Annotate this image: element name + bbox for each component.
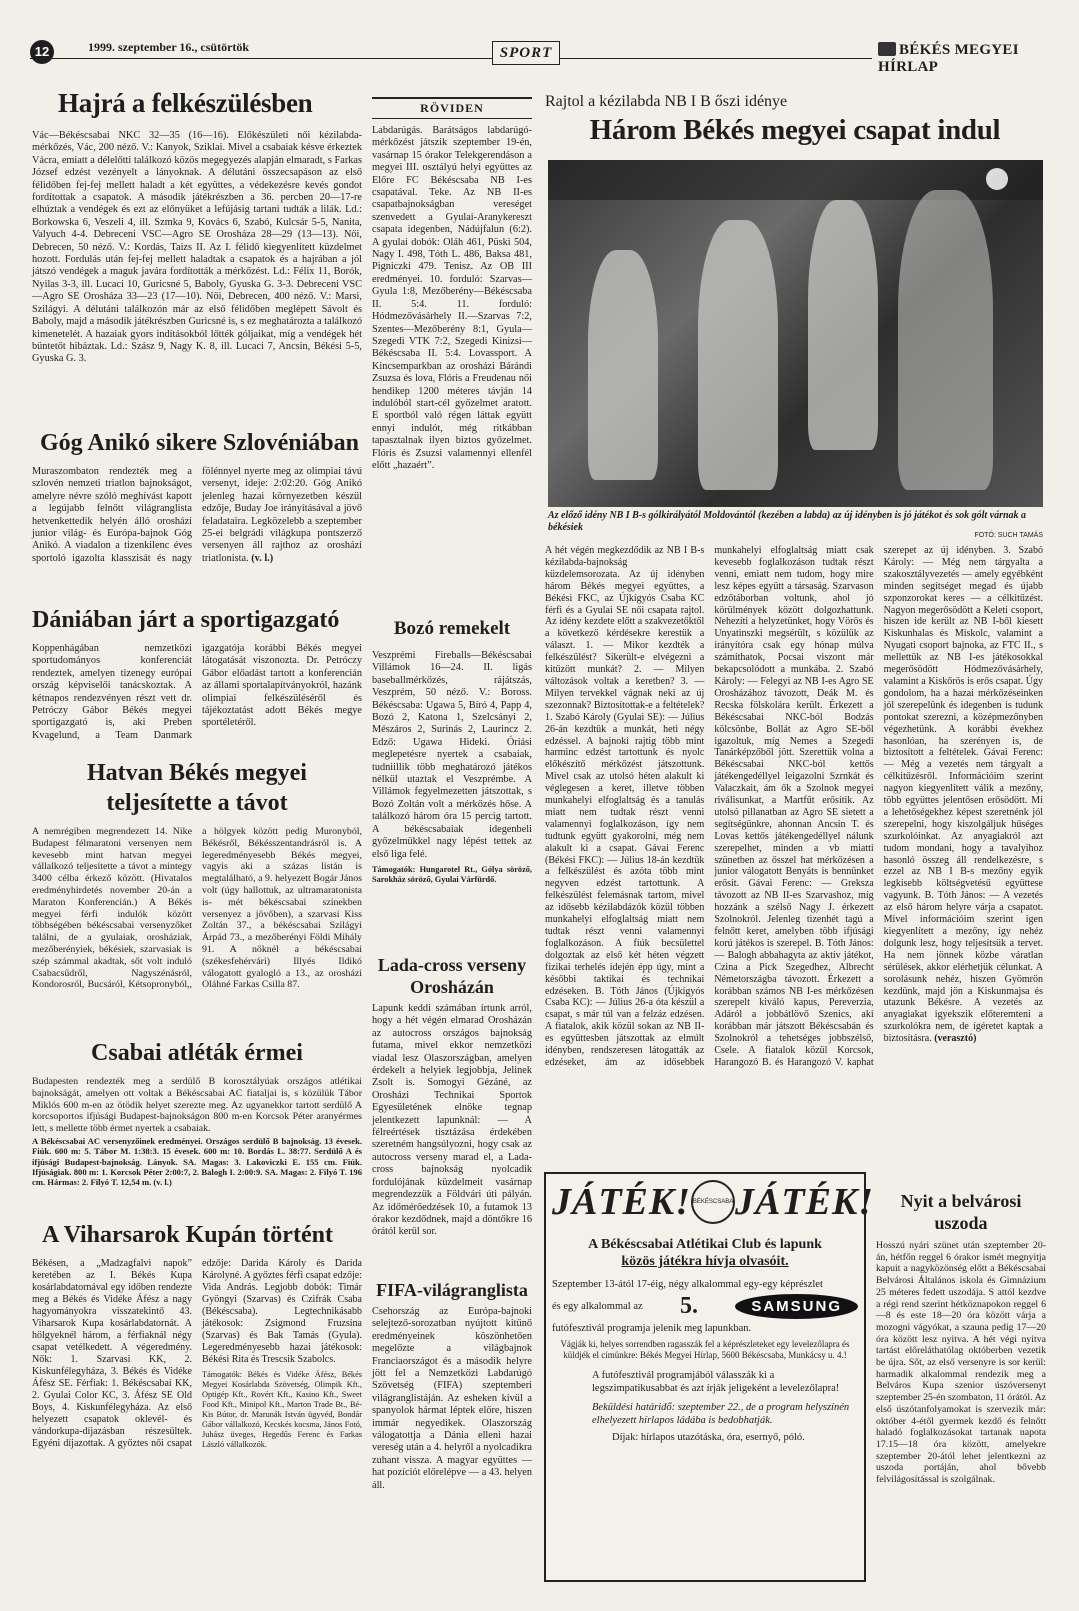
lada-title-line2: Orosházán <box>410 977 494 997</box>
gog-sign: (v. l.) <box>251 552 274 564</box>
briefs-column <box>372 97 532 472</box>
samsung-logo: SAMSUNG <box>735 1294 858 1319</box>
article-title-hajra: Hajrá a felkészülésben <box>58 88 313 118</box>
article-body-hatvan: A nemrégiben megrendezett 14. Nike Budapest félmaratoni versenyen nem kevesebb mint hatvan megyei vállalkozó teljesítette a távot a mintegy 3400 célba érkező között. (Hivatalos eredményhirdetés november 20-án a Maraton Konferencián.) A Békés megyei férfi indulók között többségében békéscsabai versenyzőket találni, de a gyulaiak, orosháziak, mezőberényiek, békésiek, szarvasiak is szép számmal akadtak, sőt volt induló Csabacsűdről, Nagyszénásról, Kondorosról, Bucsáról, Kétsopronyból,, a hölgyek között pedig Muronyból, Békésről, Békésszentandrásról is. A legeredményesebb Békés megyei, vagyis aki a százas listán is megtalálható, a 9. helyezett Bogár János volt (úgy hallottuk, az ultramaratonista is- mét békéscsabai színekben versenyez a jövőben), a szarvasi Kiss Zoltán 37., a békéscsabai Szilágyi Árpád 73., a mezőberényi Földi Mihály 91. A nőknél a békéscsabai (székesfehérvári) Illyés Ildikó válogatott gyalogló a 13., az orosházi Oláhné Farkas Csilla 87. <box>32 826 362 991</box>
uszoda-title-line1: Nyit a belvárosi <box>900 1191 1022 1211</box>
article-body-bozo <box>372 650 532 885</box>
article-body-fifa: Csehország az Európa-bajnoki selejtező-sorozatban nyújtott kitűnő eredményeinek köszönhetően megelőzte a világbajnok Franciaországot és a második helyre jött fel a Nemzetközi Labdarúgó Szövetség (FIFA) szeptemberi világranglistáján. Az esheken kívül a spanyolok hármat léptek előre, hiszen immár negyedikek. Olaszország válogatottja a Dánia elleni hazai vereség után a 4. helyről a nyolcadikra zuhant vissza. A magyar együttes — hat pozíciót előrelépve — a 43. helyen áll. <box>372 1306 532 1491</box>
feature-title: Három Békés megyei csapat indul <box>589 114 1001 146</box>
contest-advertisement <box>544 1172 875 1582</box>
photo-caption: Az előző idény NB I B-s gólkirályától Moldovántól (kezében a labda) az új idényben is jó játékot és sok gólt várnak a békésiek <box>548 510 1027 533</box>
article-body-viharsarok <box>32 1258 362 1593</box>
ad-jatek-right: JÁTÉK! <box>735 1181 875 1223</box>
ad-number: 5. <box>680 1293 698 1319</box>
bozo-sponsors: Támogatók: Hungarotel Rt., Gólya söröző, Sarokház söröző, Gyulai Várfürdő. <box>372 864 532 884</box>
article-body-csabai: Budapesten rendezték meg a serdülő B korosztályúak országos atlétikai bajnokságát, amelyen ott voltak a Békéscsabai AC fiataljai is, s közülük Tábor Miklós 600 m-en az ötödik helyet szerezte meg. Az ugyanekkor tartott serdülő A korcsoportos ifjúsági Budapest-bajnokságon 800 m-en Korcsok Péter aranyérmes lett, s mellette több érmet nyertek a csabaiak. <box>32 1076 362 1135</box>
ball-icon <box>986 168 1008 190</box>
ad-text1: Szeptember 13-ától 17-éig, négy alkalommal egy-egy képrészlet <box>552 1279 823 1290</box>
feature-sign: (verasztó) <box>934 1033 977 1045</box>
photo-player <box>898 190 993 490</box>
ad-text3: futófesztivál programja jelenik meg lapunkban. <box>552 1323 752 1334</box>
article-body-uszoda: Hosszú nyári szünet után szeptember 20-án, hétfőn reggel 6 órakor ismét megnyitja kapuit a nagyközönség előtt a Békéscsabai Belvárosi Általános iskola és Gimnázium 25 méteres fedett uszodája. S attól kezdve a régi rend szerint hétköznapokon reggel 6—8 és este 18—20 óra között várja a mozogni vágyókat, a szauna pedig 17—20 óra között lesz nyitva. A hét végi nyitva tartást előreláthatólag októberben vezetik be újra. Sőt, az első versenyre is sor kerül: harmadik alkalommal rendezik meg a Belváros Kupa szenior úszóversenyt szeptember 25-én szombaton, 11 órától. Az első úszótanfolyamokat is szervezik már: október 4-étől gyermek kezdő és felnőtt haladó foglalkozásokat tartanak napota 17.15—18 óra között, amelyekre szeptember 20-ától lehet jelentkezni az uszoda portáján, ahol bővebb felvilágosítással is szolgálnak. <box>876 1240 1046 1486</box>
csabai-results: A Békéscsabai AC versenyzőinek eredményei. Országos serdülő B bajnokság. 13 évesek. Fiúk. 600 m: 5. Tábor M. 1:38:3. 15 évesek. 600 m: 10. Bordás L. 38:77. Serdülő A és ifjúsági Budapest-bajnokság. Lányok. SA. Magas: 3. Lakoviczki E. 155 cm. Fiúk. Ifjúságiak. 800 m: 1. Korcsok Péter 2:00:7, 2. Balogh I. 2:00:9. SA. Magas: 2. Filyó T. 196 cm. Hármas: 2. Filyó T. 12,54 m. <box>32 1136 362 1188</box>
article-title-uszoda <box>876 1190 1046 1234</box>
bozo-text: Veszprémi Fireballs—Békéscsabai Villámok 16—24. II. ligás baseballmérkőzés, rájátszás, Veszprém, 50 néző. V.: Boross. Békéscsaba: Ugawa 5, Bíró 4, Papp 4, Bozó 2, Katona 1, Szelcsányi 2, Mészáros 2, Surinás 2, Laurincz 2. Edző: Ugawa Hideki. Óriási meglepetésre nyertek a csabaiak, tudniillik több meghatározó játékos nélkül utaztak el Veszprémbe. A Villámok fegyelmezetten játszottak, s Bozó Zoltán volt a mérkőzés hőse. A találkozó három óra 15 percig tartott. A békéscsabaiak idegenbeli győzelmükkel nagy lépést tettek az első liga felé. <box>372 650 532 860</box>
article-body-dania: Koppenhágában nemzetközi sportudományos konferenciát rendeztek, amelyen tizenegy európai ország képviselői tanácskoztak. A kétnapos rendezvényen részt vett dr. Petróczy Gábor Békés megyei sportigazgató is, aki Preben Kvagelund, a Team Danmark igazgatója korábbi Békés megyei látogatását viszonozta. Dr. Petróczy Gábor előadást tartott a konferencián az állami sportalapítványokról, hazánk olimpiai felkészüléséről és tájékoztatást adott Békés megye sportéletéről. <box>32 643 362 741</box>
article-results-csabai <box>32 1136 362 1187</box>
feature-text: A hét végén megkezdődik az NB I B-s kézilabda-bajnokság küzdelemsorozata. Az új idényben három Békés megyei együttes, a Békési FKC, az Újkígyós Csaba KC férfi és a Gyulai SE női csapata rajtol. Az idény kezdete előtt a szakvezetőktől a következő kérdésekre kerestük a választ. 1. — Mikor kezdték a felkészülést? Sikerült-e elvégezni a kitűzött munkát? 2. — Milyen változások voltak a keretben? 3. — Milyen tervekkel vágnak neki az új szezonnak? Biztosítottak-e a feltételek? 1. Szabó Károly (Gyulai SE): — Július 26-án kezdtük a munkát, heti négy edzéssel. A bajnoki rajtig több mint harminc edzést tartottunk és nyolc előkészítő mérkőzést játszottunk. Mivel csak az utolsó héten alakult ki véglegesen a keret, illetve többen munkahelyi elfoglaltság és a tanulás miatt nem tudtak részt venni valamennyi foglalkozáson, így nem tudtunk együtt gyakorolni, még nem alakult ki a csapat. Gávai Ferenc (Békési FKC): — Július 18-án kezdtük a felkészülést és azóta több mint negyven edzést tartottunk. A felkészülést felemásnak tartom, mivel az idősebb kézilabdázók közül többen munkahelyi elfoglaltság miatt nem tudtak részt venni valamennyi foglalkozáson. A fiúk becsülettel dolgoztak az első két héten végzett fizikai terhelés idején épp úgy, mint a későbbi taktikai és technikai edzéseken. B. Tóth János (Újkígyós Csaba KC): — Július 26-a óta készül a csapat, s már túl van a felzáz edzésen. A fiatalok, akik közül sokan az NB II-es együttesben játszottak az elmúlt idényben, rendszeresen látogatták az edzéseket, ám az idősebbek munkahelyi elfoglaltság miatt csak kevesebb foglalkozáson tudtak részt venni, emiatt nem tudom, hogy mire lesz képes együtt a társaság. Szarvason edzőtáborban voltunk, ahol jó körülmények között dolgozhattunk. Nehezíti a helyzetünket, hogy Vörös és Unyatinszki megsérült, s közülük az irányítóra csak egy hónap múlva számíthatok, Pocsai viszont már bekapcsolódott a munkába. 2. Szabó Károly: — Felegyi az NB I-es Agro SE Orosházához távozott, Deák M. és Recska fölskolára került. Érkezett a Békéscsabai NKC-ból Bodzás kölcsönbe, Bollát az Agro SE-ből igazoltuk, míg Nemes a Szegedi Tanárképzőből jött. Szerettük volna a Békéscsabai NKC-ból kettős játékengedéllyel leigazolni Szrnkát és Valaczkait, ám ők a Szolnok megyei riválisunkat, a Martfűt erősítik. Az utolsó pillanatban az Agro SE sietett a segítségünkre, ahonnan Ancsin T. és Lovas kettős játékengedéllyel nálunk szerepelhet, minden a vb miatti szünetben az ősszel hat mérkőzésen a junior válogatott Benyáts is bennünket erősít. Gávai Ferenc: — Grekszа távozott az NB II-es Szarvashoz, míg hozzánk a szélső Nagy J. érkezett Szolnokról. Jelenleg tizenhét tagú a felnőtt keret, amelyben több ifjúsági korú játékos is szerepel. B. Tóth János: — Balogh abbahagyta az aktív játékot, Czina a Pick Szegedhez, Albrecht Németországba távozott. Érkezett a korábban számos NB I-es mérkőzésen szerepelt kiváló kapus, Pereverzia, Adáról a jobbátlövő Szenics, aki korábban már játszott Békéscsabán és Szolnokról a tehetséges jobbszélső, Csele. A fiatalok közül Korcsok, Harangozó B. és Harangozó V. kaphat szerepet az új idényben. 3. Szabó Károly: — Még nem tárgyalta a szakosztályvezetés — amely egyébként minden segítséget megad és újabb szponzorokat keres — a célkitűzést. Nagyon megerősödött a Keleti csoport, hiszen ide került az NB I-ből kiesett Kiskunhalas és Miskolc, valamint a Nyugati csoport bajnoka, az FTC II., s mellettük az NB I-es játékosokkal megerősödött Hódmezővásárhely, valamint a Kiskőrös is erős csapat. Úgy gondolom, ha a hazai mérkőzéseinken jól szerepelünk és idegenben is tudunk pontokat szerezni, a középmezőnyben végezhetünk. A korábbi évekhez hasonlóan, ha szerényen is, de biztosított a feltételek. Gávai Ferenc: — Még a vezetés nem tárgyalt a célkitűzésről. Információim szerint nagyon kiegyenlített válik a mezőny, több együttes jelentősen erősödött. Mi a lehetőségekhez képest szeretnénk jól szerepelni, hogy kiszolgáljuk hűséges szurkolóinkat. Az anyagiakról azt tudom mondani, hogy a tavalyihoz hasonló összeg áll rendelkezésre, s ezzel az NB I B-s mezőny egyik legkisebb költségvetésű együttese vagyunk. B. Tóth János: — A vezetés az első három helyre várja a csapatot. Mivel információim szerint igen kiegyenlített a mezőny, így nehéz dolgunk lesz, hogy teljesítsük a tervet. Ha nem jönnek közbe váratlan sérülések, akkor elérhetjük célunkat. A sorolásunk nehéz, hiszen Gyömrön kezdünk, majd jön a Kiskunmajsa és utazunk Békésre. A vezetés az anyagiakat igyekszik előteremteni a szurkolókra nem, de ígéretet kaptak a biztosításra. <box>545 545 1043 1068</box>
hatvan-title-line2: teljesítette a távot <box>106 790 288 816</box>
ad-text7: Díjak: hírlapos utazótáska, óra, esernyő, póló. <box>612 1432 805 1443</box>
lada-title-line1: Lada-cross verseny <box>377 955 527 975</box>
page-number: 12 <box>30 40 54 64</box>
photo-credit: FOTÓ: SUCH TAMÁS <box>974 532 1043 539</box>
feature-kicker: Rajtol a kézilabda NB I B őszi idénye <box>545 93 788 110</box>
briefs-header: RÖVIDEN <box>372 97 532 119</box>
newspaper-logo-icon <box>878 42 896 56</box>
ad-text2: és egy alkalommal az <box>552 1301 643 1312</box>
hatvan-title-line1: Hatvan Békés megyei <box>87 760 307 786</box>
club-badge-icon: BÉKÉSCSABA <box>691 1180 735 1224</box>
article-title-csabai: Csabai atléták érmei <box>91 1040 303 1066</box>
handball-photo <box>548 160 1043 507</box>
masthead-title: BÉKÉS MEGYEI HÍRLAP <box>878 42 1019 75</box>
ad-text5: A futófesztivál programjából válasszák ki a legszimpatikusabbat és azt írják jeligeként a levelezőlapra! <box>592 1370 840 1394</box>
article-title-hatvan <box>32 758 362 818</box>
article-title-bozo: Bozó remekelt <box>393 618 511 639</box>
feature-body <box>545 545 1043 1165</box>
photo-player <box>808 200 878 450</box>
article-title-lada <box>372 954 532 998</box>
ad-jatek-left: JÁTÉK! <box>552 1181 692 1223</box>
ad-text4: Vágják ki, helyes sorrendben ragasszák fel a képrészleteket egy levelezőlapra és küldjék el címünkre: Békés Megyei Hírlap, 5600 Békéscsaba, Munkácsy u. 4.! <box>560 1339 850 1360</box>
article-title-viharsarok: A Viharsarok Kupán történt <box>42 1222 333 1248</box>
photo-player <box>698 220 778 490</box>
article-body-gog <box>32 466 362 584</box>
article-title-gog: Góg Anikó sikere Szlovéniában <box>40 430 359 456</box>
viharsarok-text: Békésen, a „Madzagfalvi napok” keretében az I. Békés Kupa kosárlabdatornával egy időben rendezte meg a Békés és Vidéke Áfész a nagy hagyományokra visszatekintő 43. Viharsarok Kupa kosárlabdatornát. A hölgyeknél három, a férfiaknál négy csapat vetélkedett. A végeredmény. Nők: 1. Szarvasi KK, 2. Kiskunfélegyháza, 3. Békés és Vidéke Áfész SE. Férfiak: 1. Békéscsabai KK, 2. Gyulai Color KC, 3. Áfész SE Old Boys, 4. Kiskunfélegyháza. Az első helyezett csapatok oklevél- és vándorkupa-díjazásban részesültek. Egyéni díjazottak. A győztes női csapat edzője: Darida Károly és Darida Károlyné. A győztes férfi csapat edzője: Vida András. Legjobb dobók: Timár Gyöngyi (Szarvas) és Czifrák Csaba (Békéscsaba). Legtechnikásabb játékosok: Zsigmond Fruzsina (Szarvas) és Bak Tamás (Gyula). Legeredményesebb hazai játékosok: Békési Rita és Trescsik Szabolcs. <box>32 1258 362 1449</box>
issue-date: 1999. szeptember 16., csütörtök <box>88 40 250 54</box>
article-title-fifa: FIFA-világranglista <box>376 1280 528 1300</box>
uszoda-title-line2: uszoda <box>934 1213 988 1233</box>
ad-title-line2: közös játékra hívja olvasóit. <box>621 1254 789 1269</box>
article-body-lada: Lapunk keddi számában írtunk arról, hogy a hét végén elmarad Orosházán az autocross országos bajnokság futama, mivel ekkor nemzetközi viadal lesz Olaszországban, amelyen érdekelt a helyiek legjobbja, Jelinek Zsolt is. Somogyi Gézáné, az Orosházi Technikai Sportok Egyesületének elnöke tegnap jelentkezett lapunknál: — A félreértések tisztázása érdekében szeretném hangsúlyozni, hogy csak az autocross verseny marad el, a Lada-cross bajnokság nyolcadik fordulójának küzdelmeit vasárnap megrendezzük a Földvári úti pályán. Az időmérőedzések 10, a futamok 13 órakor kezdődnek, majd a döntőkre 16 órától kerül sor. <box>372 1003 532 1238</box>
photo-player <box>588 250 658 480</box>
ad-title-line1: A Békéscsabai Atlétikai Club és lapunk <box>588 1237 822 1252</box>
gog-text: Muraszombaton rendezték meg a szlovén nemzeti triatlon bajnokságot, amelyre névre szóló meghívást kapott a legújabb felnőtt világranglista hetvenkettedik helyén álló orosházi junior világ- és Európa-bajnok Góg Anikó. A viadalon a tizenkilenc éves sportoló igazolta klasszisát és nagy fölénnyel nyerte meg az olimpiai távú versenyt, ideje: 2:02:20. Góg Anikó jelenleg hazai környezetben készül edzője, Buday Joe irányításával a jövő feladataira. Legközelebb a szeptember 25-ei belgrádi világkupa pontszerző versenyen áll rajthoz az orosházi triatlonista. <box>32 466 362 564</box>
ad-text6: Beküldési határidő: szeptember 22., de a program helyszínén elhelyezett hírlapos ládába is bedobhatják. <box>592 1402 850 1426</box>
article-body-hajra: Vác—Békéscsabai NKC 32—35 (16—16). Előkészületi női kézilabda-mérkőzés, Vác, 200 néző. V.: Kanyok, Sziklai. Mivel a csabaiak késve érkeztek Vácra, emiatt a délelőtti találkozó közös megegyezés alapján elmaradt, s Farkas József edzést vezényelt a lányoknak. A délutáni összecsapáson az első félidőben fej-fej mellett haladt a két együttes, a védekezésre kevés gondot fordítottak a csapatok. A második játékrészben a 36. percben 20—17-re elhúztak a vendégek és ezt az előnyüket a lefújásig tartani tudták a lilák. Ld.: Borkowska 6, Veszeli 4, ill. Szmka 9, Kovács 6, Szabó, Kulcsár 5-5, Nanita, Valyuch 4-4. Debreceni VSC—Agro SE Orosháza 28—29 (13—13). Női, Debrecen, 50 néző. V.: Kordás, Taizs II. Az I. félidő kiegyenlített küzdelmet hozott. Fordulás után fej-fej mellett haladtak a csapatok és a hajrában a jól játszó vendégek a maguk javára fordították a mérkőzést. Ld.: Félix 11, Borók, Nyilas 3-3, ill. Lucaci 10, Guricsné 5, Baboly, Gyuska G. 3-3. Debreceni VSC—Agro SE Orosháza 33—23 (17—10). Női, Debrecen, 400 néző. V.: Marsi, Szilágyi. A délutáni találkozón már az első félidőben meglépett Sávolt és Baboly, majd a második játékrészben Guricsné is, s ez meghatározta a találkozó kimenetelét. A hazaiak gyors indításokból lőtték góljaikat, míg a vendégek hét büntetőt hibáztak. Ld.: Szász 9, Nagy K. 8, ill. Lucaci 7, Ancsin, Békési 5-5, Gyuska G. 3. <box>32 130 362 365</box>
csabai-sign: (v. l.) <box>153 1177 172 1188</box>
photo-backdrop <box>548 160 1043 200</box>
masthead <box>872 42 1079 76</box>
briefs-body: Labdarúgás. Barátságos labdarúgó-mérkőzést játszik szeptember 19-én, vasárnap 15 órakor Telekgerendáson a megyei III. osztályú helyi együttes az Előre FC Békéscsaba NB I-es csapatával. Teke. Az NB II-es csapatbajnokságban vereséget szenvedett a Gyulai-Aranykereszt csapata idegenben, Nádújfalun (6:2). A gyulai dobók: Oláh 461, Püski 504, Nagy I. 498, Tóth L. 486, Baksa 481, Pigniczki 479. Tenisz. Az OB III eredményei. 10. forduló: Szarvas—Gyula 1:8, Mezőberény—Békéscsaba II. 5:4. 11. forduló: Hódmezővásárhely II.—Szarvas 7:2, Szentes—Mezőberény 8:1, Gyula—Szegedi VTK 7:2, Szegedi Kinizsi—Békéscsaba II. 5:4. Lovassport. A Kincsemparkban az orosházi Bárándi Zsuzsa és lova, Flóris a Freudenau női hendikep 1200 méteres távján 14 indulóból start-cél győzelmet aratott. E sportból való régen láttak együtt ennyi indulót, még ritkábban tapasztalnak ilyen biztos győzelmet. Flóris és Zsuzsi valamennyi ellenfél előtt „hazaért”. <box>372 125 532 471</box>
viharsarok-sponsors: Támogatók: Békés és Vidéke Áfész, Békés Megyei Kosárlabda Szövetség, Olimpik Kft., Optigép Kft., Rovért Kft., Kasino Kft., Sweet Food Kft., Minipol Kft., Marton Trade Bt., Bé-Kis Bútor, dr. Marunák István ügyvéd, Bondár Gábor vállalkozó, Kecskés kocsma, János Fotó, Juhász üveges, Hegedűs Ferenc és Farkas László vállalkozók. <box>202 1370 362 1449</box>
article-title-dania: Dániában járt a sportigazgató <box>32 607 340 633</box>
section-label: SPORT <box>492 41 560 65</box>
